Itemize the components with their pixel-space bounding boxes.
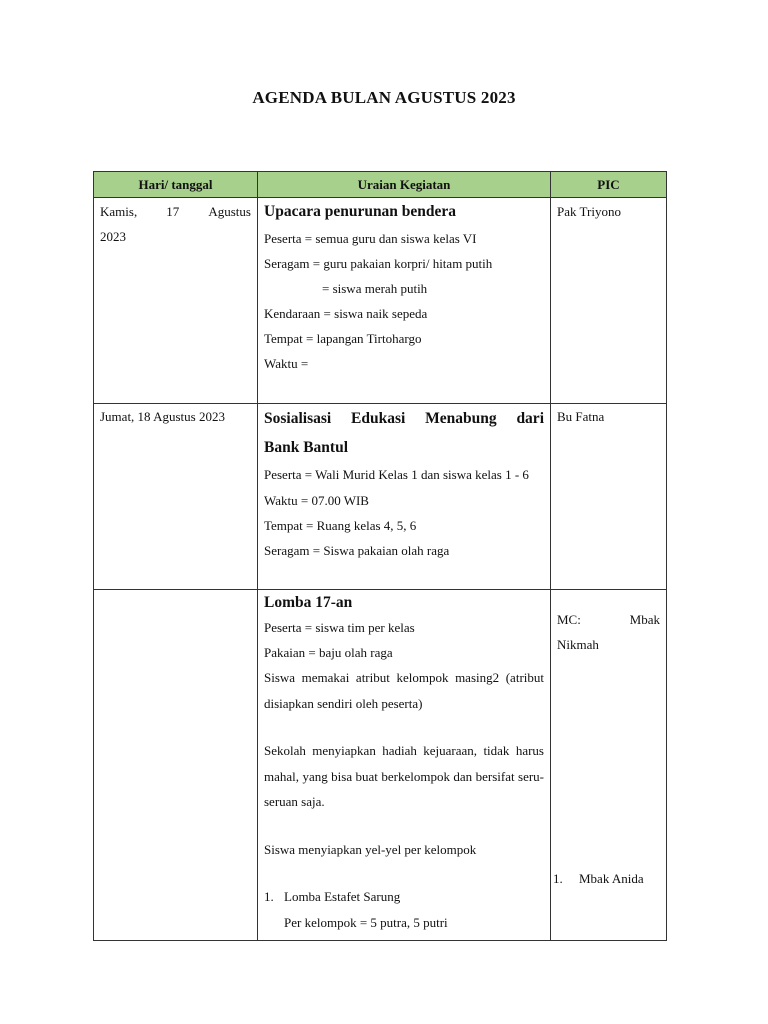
- activity-heading: Upacara penurunan bendera: [264, 203, 457, 220]
- activity-line: Waktu =: [264, 356, 309, 371]
- agenda-table: [93, 171, 667, 941]
- table-header-row: [94, 172, 667, 198]
- table-row: [94, 404, 667, 590]
- activity-cell: [258, 198, 551, 404]
- pic-cell: [551, 198, 667, 404]
- activity-cell: [258, 590, 551, 941]
- date-part: 17: [166, 204, 180, 219]
- pic-mc: [557, 607, 660, 657]
- page-title: AGENDA BULAN AGUSTUS 2023: [252, 88, 516, 107]
- date-cell: [94, 198, 258, 404]
- table-row: [94, 198, 667, 404]
- header-pic: PIC: [551, 172, 667, 198]
- pic-cell: [551, 404, 667, 590]
- pic-name: Bu Fatna: [557, 409, 605, 424]
- table-row: [94, 590, 667, 941]
- activity-cell: [258, 404, 551, 590]
- list-text: Lomba Estafet Sarung: [284, 888, 401, 904]
- date-year: 2023: [100, 229, 126, 244]
- activity-paragraph: Sekolah menyiapkan hadiah kejuaraan, tidak harus mahal, yang bisa buat berkelompok dan bersifat seru-seruan saja.: [264, 743, 544, 809]
- list-number: 1.: [264, 888, 274, 904]
- activity-line: Tempat = Ruang kelas 4, 5, 6: [264, 517, 417, 533]
- activity-line: Siswa menyiapkan yel-yel per kelompok: [264, 841, 477, 857]
- activity-line: Seragam = Siswa pakaian olah raga: [264, 542, 450, 558]
- list-item-detail: Per kelompok = 5 putra, 5 putri: [284, 914, 448, 930]
- activity-line: Waktu = 07.00 WIB: [264, 492, 369, 508]
- pic-mc-name: Mbak: [629, 612, 660, 627]
- date-part: Agustus: [208, 204, 251, 219]
- list-number: 1.: [553, 871, 563, 886]
- activity-line: Pakaian = baju olah raga: [264, 645, 393, 660]
- pic-mc-name: Nikmah: [557, 637, 599, 652]
- activity-line: Peserta = siswa tim per kelas: [264, 620, 415, 635]
- activity-paragraph: Peserta = Wali Murid Kelas 1 dan siswa kelas 1 - 6: [264, 467, 529, 482]
- list-item: [264, 884, 544, 910]
- pic-name: Pak Triyono: [557, 204, 621, 219]
- date-cell: [94, 404, 258, 590]
- activity-line: = siswa merah putih: [322, 281, 428, 296]
- pic-cell: [551, 590, 667, 941]
- header-date: Hari/ tanggal: [94, 172, 258, 198]
- pic-name: Mbak Anida: [579, 871, 644, 886]
- header-activity: Uraian Kegiatan: [258, 172, 551, 198]
- activity-heading: Bank Bantul: [264, 439, 349, 456]
- date-cell: [94, 590, 258, 941]
- activity-line: Tempat = lapangan Tirtohargo: [264, 331, 422, 346]
- activity-heading: Lomba 17-an: [264, 594, 353, 611]
- activity-line: Seragam = guru pakaian korpri/ hitam putih: [264, 256, 493, 271]
- activity-line: Peserta = semua guru dan siswa kelas VI: [264, 231, 477, 246]
- pic-mc-label: MC:: [557, 612, 581, 627]
- activity-paragraph: Siswa memakai atribut kelompok masing2 (atribut disiapkan sendiri oleh peserta): [264, 670, 544, 711]
- activity-line: Kendaraan = siswa naik sepeda: [264, 306, 428, 321]
- pic-list-item: [553, 866, 644, 891]
- date-text: Jumat, 18 Agustus 2023: [100, 409, 225, 424]
- date-part: Kamis,: [100, 204, 138, 219]
- activity-heading: Sosialisasi Edukasi Menabung dari: [264, 410, 544, 427]
